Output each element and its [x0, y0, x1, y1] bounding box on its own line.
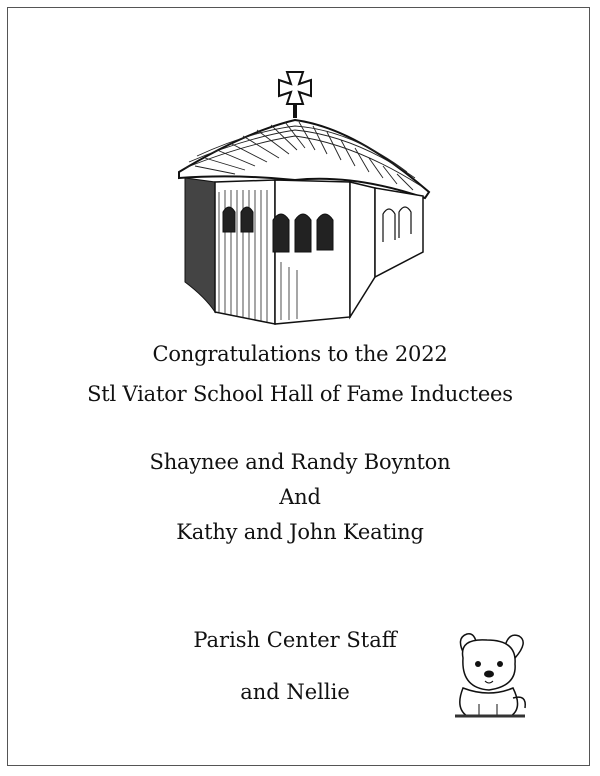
inductee-couple-2: Kathy and John Keating — [176, 520, 424, 544]
inductee-couple-1: Shaynee and Randy Boynton — [149, 450, 451, 474]
heading-line-1: Congratulations to the 2022 — [152, 342, 448, 366]
inductee-connector: And — [279, 485, 321, 509]
church-drawing — [175, 62, 435, 327]
heading-line-2: Stl Viator School Hall of Fame Inductees — [87, 382, 513, 406]
signature-line-1: Parish Center Staff — [193, 628, 397, 652]
dog-illustration-icon — [445, 628, 530, 720]
signature-line-2: and Nellie — [240, 680, 350, 704]
